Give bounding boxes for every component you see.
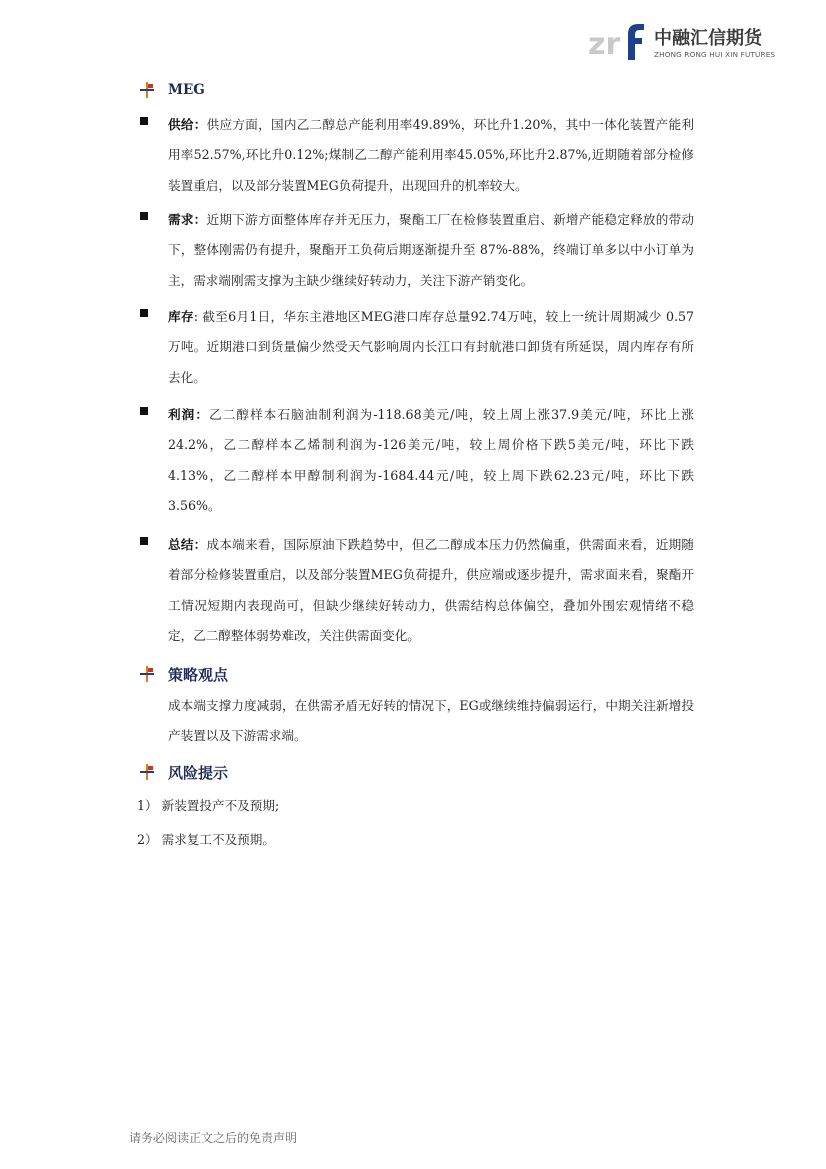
supply-text: 供应方面，国内乙二醇总产能利用率49.89%，环比升1.20%，其中一体化装置产能利用率52.57%,环比升0.12%;煤制乙二醇产能利用率45.05%,环比升2.87%,近期随着部分检修装置重启，以及部分装置MEG负荷提升，出现回升的机率较大。: [168, 117, 695, 193]
demand-paragraph: [168, 205, 694, 296]
svg-text:zr: zr: [588, 27, 621, 60]
summary-label: 总结：: [168, 537, 207, 552]
square-bullet-icon: [140, 309, 148, 317]
logo-chinese-name: 中融汇信期货: [654, 28, 762, 49]
summary-paragraph: [168, 530, 694, 652]
risk-item-2: 2） 需求复工不及预期。: [137, 832, 275, 847]
inventory-text: : 截至6月1日，华东主港地区MEG港口库存总量92.74万吨，较上一统计周期减少 0.57 万吨。近期港口到货量偏少然受天气影响周内长江口有封航港口卸货有所延误，周内库存有所去化。: [168, 309, 694, 385]
demand-text: 近期下游方面整体库存并无压力，聚酯工厂在检修装置重启、新增产能稳定释放的带动下，整体刚需仍有提升，聚酯开工负荷后期逐渐提升至 87%-88%，终端订单多以中小订单为主，需求端刚需支撑为主缺少继续好转动力，关注下游产销变化。: [168, 212, 695, 288]
profit-paragraph: [168, 400, 694, 522]
disclaimer-note: 请务必阅读正文之后的免责声明: [129, 1131, 298, 1145]
meg-heading: [140, 79, 205, 101]
flag-bullet-icon: [140, 764, 154, 780]
supply-label: 供给：: [168, 117, 207, 132]
flag-bullet-icon: [140, 666, 154, 682]
demand-label: 需求：: [168, 212, 207, 227]
risk-heading: [140, 761, 228, 783]
inventory-label: 库存: [168, 309, 194, 324]
square-bullet-icon: [140, 407, 148, 415]
square-bullet-icon: [140, 212, 148, 220]
meg-title: MEG: [168, 82, 205, 98]
company-logo: [588, 20, 778, 62]
square-bullet-icon: [140, 537, 148, 545]
inventory-paragraph: [168, 302, 694, 393]
risk-title: 风险提示: [168, 763, 229, 782]
zrf-logo-mark: [588, 20, 648, 60]
square-bullet-icon: [140, 117, 148, 125]
strategy-title: 策略观点: [168, 665, 229, 684]
logo-english-name: ZHONG RONG HUI XIN FUTURES: [654, 50, 776, 59]
supply-paragraph: [168, 110, 694, 201]
strategy-heading: [140, 663, 228, 685]
risk-item-1: 1） 新装置投产不及预期;: [137, 798, 280, 813]
profit-text: 乙二醇样本石脑油制利润为-118.68美元/吨，较上周上涨37.9美元/吨，环比上涨24.2%，乙二醇样本乙烯制利润为-126美元/吨，较上周价格下跌5美元/吨，环比下跌4.13%，乙二醇样本甲醇制利润为-1684.44元/吨，较上周下跌62.23元/吨，环比下跌3.56%。: [168, 407, 695, 514]
strategy-paragraph: 成本端支撑力度减弱，在供需矛盾无好转的情况下，EG或继续维持偏弱运行，中期关注新增投产装置以及下游需求端。: [168, 698, 694, 744]
flag-bullet-icon: [140, 82, 154, 98]
summary-text: 成本端来看，国际原油下跌趋势中，但乙二醇成本压力仍然偏重，供需面来看，近期随着部分检修装置重启，以及部分装置MEG负荷提升，供应端或逐步提升，需求面来看，聚酯开工情况短期内表现尚可，但缺少继续好转动力，供需结构总体偏空，叠加外围宏观情绪不稳定，乙二醇整体弱势难改，关注供需面变化。: [168, 537, 695, 644]
profit-label: 利润：: [168, 407, 210, 422]
